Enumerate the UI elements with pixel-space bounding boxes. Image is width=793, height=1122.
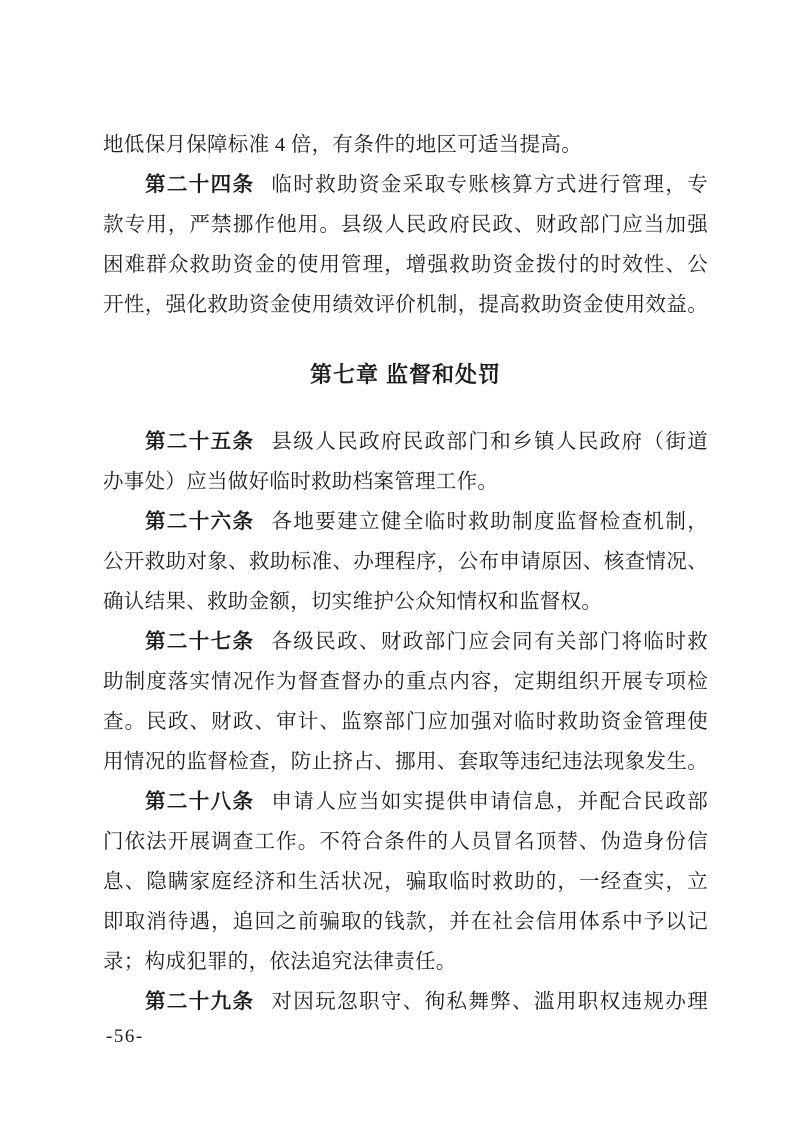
text-line: 公开救助对象、救助标准、办理程序，公布申请原因、核查情况、 [103,551,708,573]
page-number: -56- [106,1026,144,1047]
text-line [103,782,708,822]
text-line [103,502,708,542]
article-text: 申请人应当如实提供申请信息，并配合民政部 [271,791,708,813]
article-text: 各级民政、财政部门应会同有关部门将临时救 [271,631,708,653]
text-line: 查。民政、财政、审计、监察部门应加强对临时救助资金管理使 [103,711,708,733]
article-number: 第二十四条 [145,173,255,196]
text-line [103,165,708,205]
article-number: 第二十九条 [145,990,255,1013]
text-line: 开性，强化救助资金使用绩效评价机制，提高救助资金使用效益。 [103,294,708,316]
article-text: 对因玩忽职守、徇私舞弊、滥用职权违规办理 [271,991,708,1013]
text-block [103,125,708,1022]
text-line: 确认结果、救助金额，切实维护公众知情权和监督权。 [103,591,603,613]
text-line: 即取消待遇，追回之前骗取的钱款，并在社会信用体系中予以记 [103,911,708,933]
text-line: 地低保月保障标准 4 倍，有条件的地区可适当提高。 [103,134,582,156]
chapter-heading: 第七章 监督和处罚 [309,362,502,387]
text-line [103,622,708,662]
article-text: 县级人民政府民政部门和乡镇人民政府（街道 [271,431,708,453]
text-line: 门依法开展调查工作。不符合条件的人员冒名顶替、伪造身份信 [103,831,708,853]
text-line: 款专用，严禁挪作他用。县级人民政府民政、财政部门应当加强 [103,214,708,236]
text-line: 助制度落实情况作为督查督办的重点内容，定期组织开展专项检 [103,671,708,693]
article-number: 第二十六条 [145,510,255,533]
text-line: 困难群众救助资金的使用管理，增强救助资金拨付的时效性、公 [103,254,708,276]
text-line: 录；构成犯罪的，依法追究法律责任。 [103,951,457,973]
article-number: 第二十八条 [145,790,255,813]
article-text: 各地要建立健全临时救助制度监督检查机制， [271,511,708,533]
article-number: 第二十五条 [145,430,255,453]
text-line: 息、隐瞒家庭经济和生活状况，骗取临时救助的，一经查实，立 [103,871,708,893]
article-number: 第二十七条 [145,630,255,653]
article-text: 临时救助资金采取专账核算方式进行管理，专 [271,174,708,196]
text-line [103,982,708,1022]
text-line: 用情况的监督检查，防止挤占、挪用、套取等违纪违法现象发生。 [103,751,708,773]
text-line [103,422,708,462]
text-line: 办事处）应当做好临时救助档案管理工作。 [103,471,499,493]
